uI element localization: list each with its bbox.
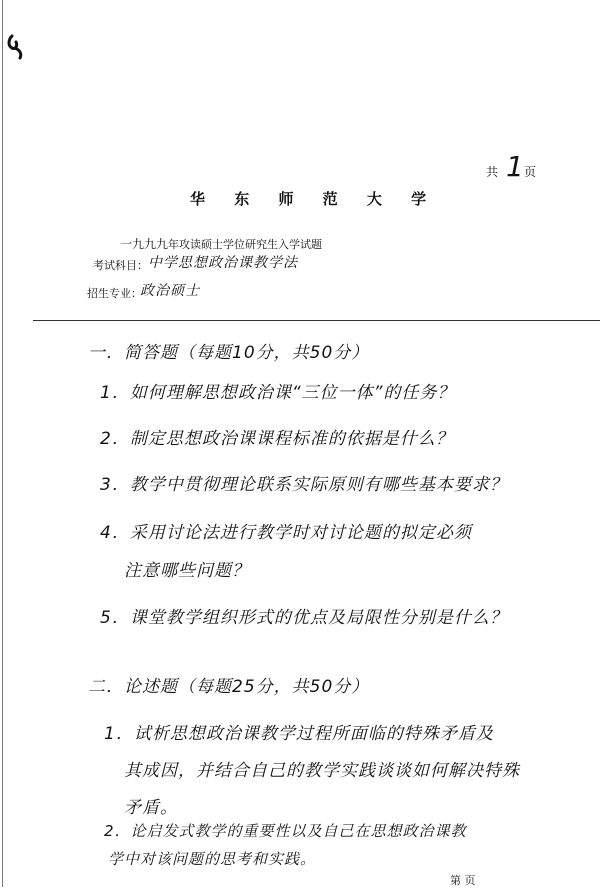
section2-question-1-line2: 其成因，并结合自己的教学实践谈谈如何解决特殊 [124, 761, 520, 781]
section2-question-1-line1: 1．试析思想政治课教学过程所面临的特殊矛盾及 [104, 724, 494, 744]
section1-question-4-line2: 注意哪些问题？ [124, 561, 250, 581]
section1-question-1: 1．如何理解思想政治课“三位一体”的任务？ [100, 383, 456, 403]
exam-title [120, 235, 322, 252]
page-number-label: 第 页 [450, 874, 476, 887]
header-divider [33, 320, 600, 321]
pages-unit: 页 [524, 165, 537, 179]
total-pages-label: 共 [486, 165, 499, 179]
ink-mark [6, 34, 24, 60]
section1-question-5: 5．课堂教学组织形式的优点及局限性分别是什么？ [100, 608, 508, 628]
university-title: 华 东 师 范 大 学 [190, 190, 439, 208]
section1-question-2: 2．制定思想政治课课程标准的依据是什么？ [100, 429, 454, 449]
section1-heading: 一．简答题（每题10分，共50分） [88, 343, 370, 363]
section2-question-2-line2: 学中对该问题的思考和实践。 [108, 850, 317, 868]
section2-question-2-line1: 2．论启发式教学的重要性以及自己在思想政治课教 [104, 822, 467, 840]
major-label: 招生专业： [87, 287, 142, 300]
section1-question-3: 3．教学中贯彻理论联系实际原则有哪些基本要求？ [100, 475, 508, 495]
total-pages-value: 1 [506, 150, 525, 183]
section2-heading: 二．论述题（每题25分，共50分） [88, 677, 370, 697]
subject-label: 考试科目： [93, 259, 148, 272]
exam-title-text: 年攻读硕士学位研究生入学试题 [168, 238, 323, 251]
exam-year: 一九九九 [120, 237, 169, 251]
section1-question-4-line1: 4．采用讨论法进行教学时对讨论题的拟定必须 [100, 523, 472, 543]
subject-value: 中学思想政治课教学法 [148, 255, 298, 271]
scan-edge-line [2, 0, 3, 887]
major-value: 政治硕士 [140, 283, 200, 299]
section2-question-1-line3: 矛盾。 [124, 798, 178, 818]
